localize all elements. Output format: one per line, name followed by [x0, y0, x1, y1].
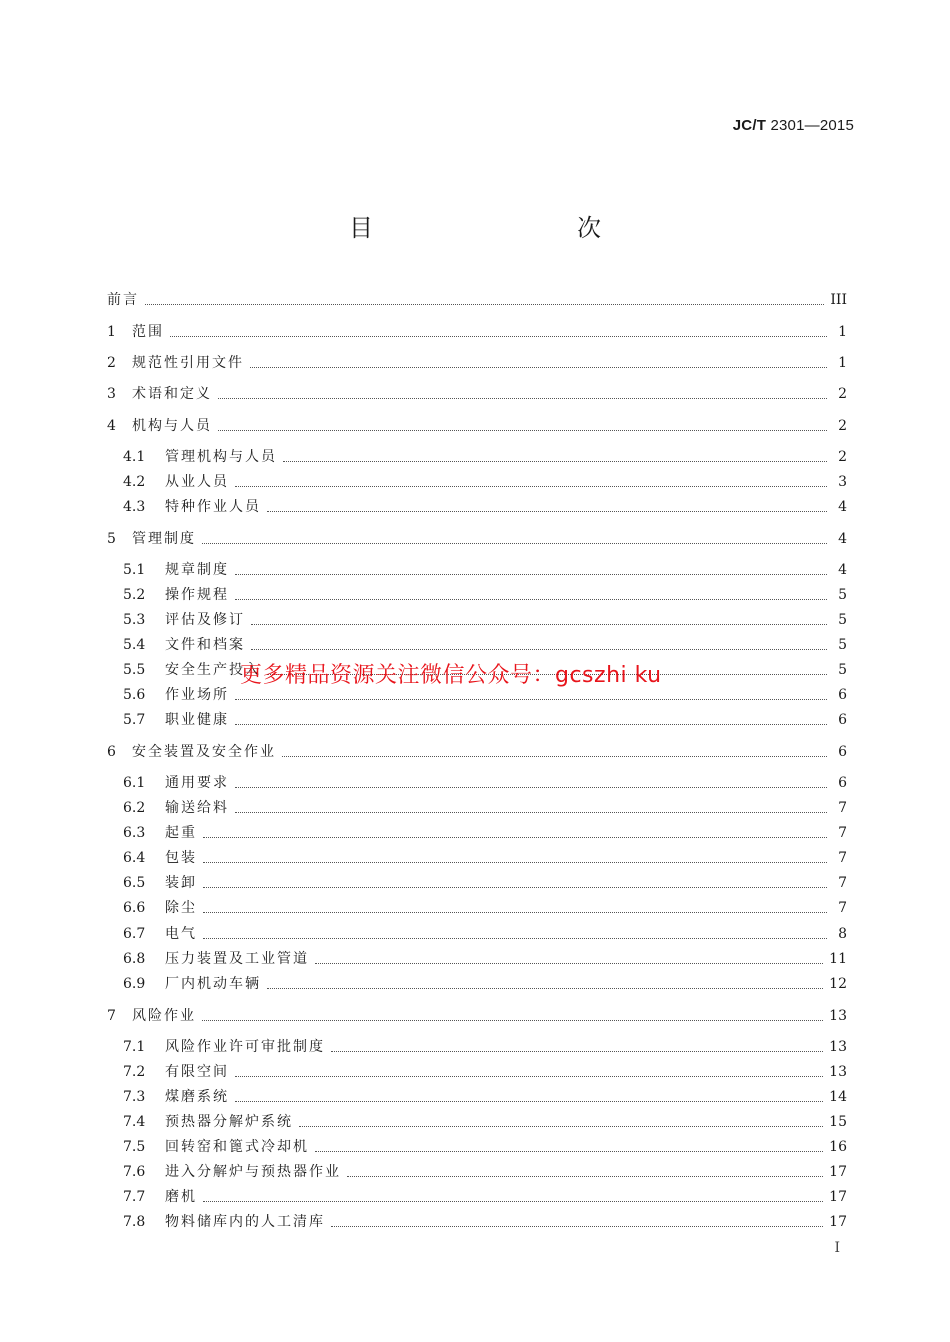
toc-entry-page: 12	[829, 976, 847, 992]
toc-entry-label: 起重	[165, 825, 197, 841]
toc-entry[interactable]	[123, 496, 847, 516]
toc-dot-leader	[218, 397, 827, 399]
toc-entry-label: 输送给料	[165, 800, 229, 816]
toc-entry-number: 6	[107, 744, 116, 760]
toc-entry-page: 14	[829, 1089, 847, 1105]
toc-entry-label: 管理制度	[132, 531, 196, 547]
toc-entry-page: 4	[838, 531, 847, 547]
toc-entry-page: III	[830, 292, 847, 308]
toc-entry-number: 5.1	[123, 562, 146, 578]
toc-entry-page: 5	[838, 637, 847, 653]
toc-entry-label: 包装	[165, 850, 197, 866]
toc-entry[interactable]	[107, 289, 847, 309]
standard-code: JC/T	[732, 117, 767, 134]
toc-dot-leader	[203, 911, 827, 913]
toc-entry[interactable]	[123, 584, 847, 604]
toc-dot-leader	[235, 573, 827, 575]
toc-entry-label: 进入分解炉与预热器作业	[165, 1164, 341, 1180]
toc-entry-page: 7	[838, 825, 847, 841]
toc-entry-label: 物料储库内的人工清库	[165, 1214, 325, 1230]
toc-entry-number: 7.2	[123, 1064, 146, 1080]
watermark-text: 更多精品资源关注微信公众号：gcszhi ku	[240, 663, 662, 688]
toc-entry-number: 6.2	[123, 800, 146, 816]
toc-entry-label: 规章制度	[165, 562, 229, 578]
toc-entry[interactable]	[123, 897, 847, 917]
toc-entry-label: 有限空间	[165, 1064, 229, 1080]
toc-entry-number: 6.4	[123, 850, 146, 866]
toc-entry-page: 6	[838, 712, 847, 728]
toc-entry-label: 规范性引用文件	[132, 355, 244, 371]
toc-entry-page: 3	[838, 474, 847, 490]
toc-entry[interactable]	[123, 1161, 847, 1181]
toc-entry-label: 特种作业人员	[165, 499, 261, 515]
toc-entry-page: 7	[838, 850, 847, 866]
toc-dot-leader	[203, 836, 827, 838]
toc-entry-number: 5.4	[123, 637, 146, 653]
page-title: 目 次	[349, 214, 653, 242]
toc-entry-label: 作业场所	[165, 687, 229, 703]
toc-entry-page: 2	[838, 386, 847, 402]
toc-entry-number: 7.3	[123, 1089, 146, 1105]
toc-entry[interactable]	[123, 948, 847, 968]
toc-entry[interactable]	[123, 1036, 847, 1056]
page-number: I	[834, 1240, 840, 1256]
toc-entry-label: 职业健康	[165, 712, 229, 728]
toc-entry[interactable]	[123, 822, 847, 842]
toc-entry-number: 4.1	[123, 449, 146, 465]
toc-entry-number: 5.2	[123, 587, 146, 603]
toc-entry-page: 5	[838, 587, 847, 603]
toc-entry-page: 4	[838, 562, 847, 578]
toc-dot-leader	[235, 1100, 823, 1102]
toc-entry-label: 安全装置及安全作业	[132, 744, 276, 760]
toc-dot-leader	[203, 861, 827, 863]
toc-entry-page: 5	[838, 662, 847, 678]
toc-entry-label: 回转窑和篦式冷却机	[165, 1139, 309, 1155]
toc-entry[interactable]	[107, 528, 847, 548]
toc-entry[interactable]	[123, 797, 847, 817]
toc-entry-label: 压力装置及工业管道	[165, 951, 309, 967]
toc-entry[interactable]	[123, 471, 847, 491]
toc-entry[interactable]	[123, 634, 847, 654]
toc-entry-number: 7.6	[123, 1164, 146, 1180]
toc-entry-page: 7	[838, 800, 847, 816]
toc-entry-number: 6.7	[123, 926, 146, 942]
document-code	[733, 117, 854, 134]
toc-entry[interactable]	[123, 446, 847, 466]
toc-entry-label: 范围	[132, 324, 164, 340]
toc-entry-number: 5	[107, 531, 116, 547]
toc-entry-number: 5.6	[123, 687, 146, 703]
toc-entry-number: 5.5	[123, 662, 146, 678]
toc-entry-label: 除尘	[165, 900, 197, 916]
toc-entry-number: 4.2	[123, 474, 146, 490]
toc-entry-number: 7.7	[123, 1189, 146, 1205]
toc-entry-page: 6	[838, 687, 847, 703]
toc-dot-leader	[218, 429, 827, 431]
toc-entry-number: 7.4	[123, 1114, 146, 1130]
toc-entry-number: 5.3	[123, 612, 146, 628]
toc-dot-leader	[235, 598, 827, 600]
toc-entry-page: 5	[838, 612, 847, 628]
toc-entry-label: 评估及修订	[165, 612, 245, 628]
toc-entry[interactable]	[107, 321, 847, 341]
toc-entry-label: 管理机构与人员	[165, 449, 277, 465]
toc-entry-number: 4	[107, 418, 116, 434]
toc-entry[interactable]	[123, 872, 847, 892]
toc-dot-leader	[170, 335, 827, 337]
toc-dot-leader	[315, 1150, 823, 1152]
toc-entry[interactable]	[107, 1005, 847, 1025]
toc-entry-number: 7	[107, 1008, 116, 1024]
toc-entry[interactable]	[123, 923, 847, 943]
toc-entry-label: 文件和档案	[165, 637, 245, 653]
toc-entry[interactable]	[123, 559, 847, 579]
toc-dot-leader	[235, 811, 827, 813]
toc-entry-page: 6	[838, 744, 847, 760]
toc-entry-page: 2	[838, 449, 847, 465]
toc-dot-leader	[202, 1019, 823, 1021]
toc-entry-number: 6.1	[123, 775, 146, 791]
toc-dot-leader	[235, 786, 827, 788]
toc-entry-page: 15	[829, 1114, 847, 1130]
toc-entry[interactable]	[123, 772, 847, 792]
toc-entry-label: 机构与人员	[132, 418, 212, 434]
toc-entry-page: 13	[829, 1064, 847, 1080]
toc-entry[interactable]	[123, 1111, 847, 1131]
toc-entry-label: 安全生产投入	[165, 662, 261, 678]
toc-dot-leader	[267, 510, 827, 512]
toc-entry-label: 通用要求	[165, 775, 229, 791]
toc-entry[interactable]	[123, 1086, 847, 1106]
toc-entry-page: 6	[838, 775, 847, 791]
toc-dot-leader	[235, 698, 827, 700]
toc-dot-leader	[251, 648, 827, 650]
toc-entry-page: 17	[829, 1164, 847, 1180]
toc-dot-leader	[235, 485, 827, 487]
toc-entry-number: 3	[107, 386, 116, 402]
toc-entry[interactable]	[107, 383, 847, 403]
toc-entry-number: 6.9	[123, 976, 146, 992]
toc-entry-label: 风险作业	[132, 1008, 196, 1024]
toc-dot-leader	[251, 623, 827, 625]
toc-entry-label: 磨机	[165, 1189, 197, 1205]
toc-entry[interactable]	[107, 741, 847, 761]
toc-entry-label: 预热器分解炉系统	[165, 1114, 293, 1130]
toc-entry-page: 1	[838, 355, 847, 371]
toc-entry-number: 2	[107, 355, 116, 371]
toc-entry-label: 厂内机动车辆	[165, 976, 261, 992]
toc-entry-number: 7.1	[123, 1039, 146, 1055]
toc-entry-number: 6.6	[123, 900, 146, 916]
toc-entry-number: 6.3	[123, 825, 146, 841]
toc-entry-number: 5.7	[123, 712, 146, 728]
toc-entry-label: 前言	[107, 292, 139, 308]
toc-entry[interactable]	[123, 609, 847, 629]
toc-entry-label: 风险作业许可审批制度	[165, 1039, 325, 1055]
toc-dot-leader	[347, 1175, 823, 1177]
toc-entry[interactable]	[123, 709, 847, 729]
toc-entry[interactable]	[123, 1136, 847, 1156]
toc-entry-page: 11	[829, 951, 847, 967]
toc-entry-number: 7.5	[123, 1139, 146, 1155]
toc-entry-number: 6.5	[123, 875, 146, 891]
toc-dot-leader	[203, 937, 827, 939]
toc-entry-page: 4	[838, 499, 847, 515]
toc-entry-label: 装卸	[165, 875, 197, 891]
toc-entry-page: 7	[838, 875, 847, 891]
toc-entry-number: 7.8	[123, 1214, 146, 1230]
toc-dot-leader	[203, 1200, 823, 1202]
toc-entry-label: 从业人员	[165, 474, 229, 490]
toc-dot-leader	[267, 987, 823, 989]
toc-entry-label: 操作规程	[165, 587, 229, 603]
toc-dot-leader	[250, 366, 827, 368]
toc-entry-page: 16	[829, 1139, 847, 1155]
toc-entry[interactable]	[123, 1061, 847, 1081]
toc-entry[interactable]	[123, 847, 847, 867]
toc-entry[interactable]	[123, 1211, 847, 1231]
toc-entry-label: 术语和定义	[132, 386, 212, 402]
toc-entry[interactable]	[123, 1186, 847, 1206]
toc-dot-leader	[283, 460, 827, 462]
standard-number: 2301—2015	[770, 117, 854, 134]
toc-entry-label: 煤磨系统	[165, 1089, 229, 1105]
toc-entry[interactable]	[107, 352, 847, 372]
toc-dot-leader	[299, 1125, 823, 1127]
toc-entry-page: 8	[838, 926, 847, 942]
toc-dot-leader	[331, 1050, 823, 1052]
toc-entry[interactable]	[107, 415, 847, 435]
toc-dot-leader	[235, 723, 827, 725]
toc-entry-page: 2	[838, 418, 847, 434]
toc-dot-leader	[331, 1225, 823, 1227]
toc-dot-leader	[235, 1075, 823, 1077]
toc-entry[interactable]	[123, 973, 847, 993]
toc-entry-number: 6.8	[123, 951, 146, 967]
toc-entry-number: 1	[107, 324, 116, 340]
toc-dot-leader	[145, 303, 824, 305]
toc-entry-page: 13	[829, 1039, 847, 1055]
toc-dot-leader	[282, 755, 827, 757]
toc-entry-page: 17	[829, 1214, 847, 1230]
toc-entry-page: 17	[829, 1189, 847, 1205]
toc-entry-page: 7	[838, 900, 847, 916]
toc-entry-number: 4.3	[123, 499, 146, 515]
toc-dot-leader	[315, 962, 823, 964]
toc-dot-leader	[203, 886, 827, 888]
toc-entry-label: 电气	[165, 926, 197, 942]
toc-entry-page: 13	[829, 1008, 847, 1024]
toc-entry-page: 1	[838, 324, 847, 340]
toc-dot-leader	[202, 542, 827, 544]
